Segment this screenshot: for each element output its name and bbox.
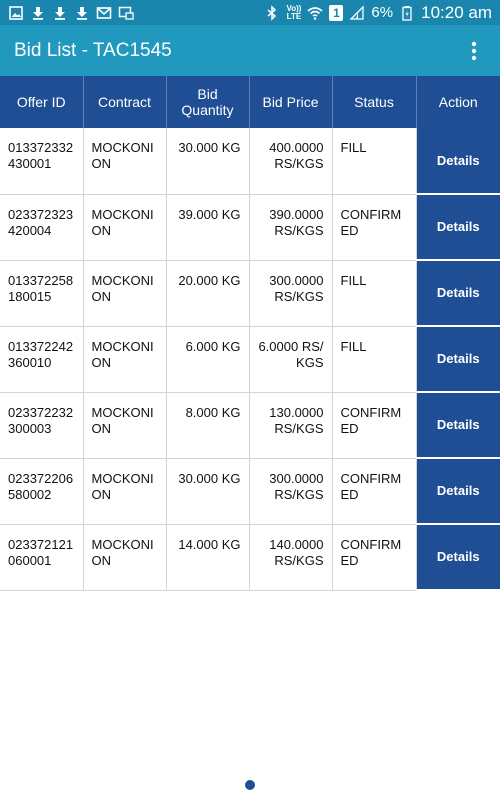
table-row (0, 326, 500, 392)
status-bar (0, 0, 500, 25)
quantity-cell: 8.000 KG (166, 392, 249, 458)
header-bid-quantity: Bid Quantity (166, 76, 249, 128)
table-header-row (0, 76, 500, 128)
battery-icon (399, 5, 415, 21)
quantity-cell: 30.000 KG (166, 128, 249, 194)
download-icon (74, 5, 90, 21)
contract-cell: MOCKONION (83, 128, 166, 194)
status-cell: FILL (332, 128, 416, 194)
offer-id-cell: 023372121060001 (0, 524, 83, 590)
action-cell (416, 458, 500, 524)
volte-top-label: Vo)) (286, 3, 302, 13)
quantity-cell: 20.000 KG (166, 260, 249, 326)
details-button[interactable]: Details (436, 351, 480, 366)
price-cell: 300.0000 RS/KGS (249, 458, 332, 524)
action-cell (416, 260, 500, 326)
action-cell (416, 392, 500, 458)
action-cell (416, 128, 500, 194)
price-cell: 140.0000 RS/KGS (249, 524, 332, 590)
price-cell: 390.0000 RS/KGS (249, 194, 332, 260)
status-cell: FILL (332, 326, 416, 392)
status-cell: FILL (332, 260, 416, 326)
header-status: Status (332, 76, 416, 128)
quantity-cell: 39.000 KG (166, 194, 249, 260)
page-indicator-dot (245, 780, 255, 790)
offer-id-cell: 023372323420004 (0, 194, 83, 260)
contract-cell: MOCKONION (83, 458, 166, 524)
bid-list-table (0, 76, 500, 591)
signal-icon (349, 5, 365, 21)
sim-icon: 1 (329, 5, 343, 21)
contract-cell: MOCKONION (83, 392, 166, 458)
header-contract: Contract (83, 76, 166, 128)
quantity-cell: 14.000 KG (166, 524, 249, 590)
status-cell: CONFIRMED (332, 524, 416, 590)
table-row (0, 260, 500, 326)
details-button[interactable]: Details (436, 483, 480, 498)
details-button[interactable]: Details (436, 219, 480, 234)
details-button[interactable]: Details (436, 285, 480, 300)
offer-id-cell: 013372332430001 (0, 128, 83, 194)
header-bid-price: Bid Price (249, 76, 332, 128)
details-button[interactable]: Details (436, 152, 480, 168)
clock: 10:20 am (421, 3, 492, 22)
quantity-cell: 6.000 KG (166, 326, 249, 392)
gmail-icon (96, 5, 112, 21)
download-icon (52, 5, 68, 21)
price-cell: 300.0000 RS/KGS (249, 260, 332, 326)
table-row (0, 524, 500, 590)
battery-percent: 6% (371, 4, 394, 21)
contract-cell: MOCKONION (83, 194, 166, 260)
bluetooth-icon (264, 5, 280, 21)
image-icon (8, 5, 24, 21)
details-button[interactable]: Details (436, 549, 480, 564)
status-cell: CONFIRMED (332, 392, 416, 458)
action-cell (416, 326, 500, 392)
offer-id-cell: 023372232300003 (0, 392, 83, 458)
status-cell: CONFIRMED (332, 194, 416, 260)
page-title: Bid List - TAC1545 (14, 39, 172, 61)
notification-icons (8, 5, 134, 21)
overflow-menu-button[interactable] (462, 36, 486, 66)
details-button[interactable]: Details (436, 417, 480, 432)
price-cell: 130.0000 RS/KGS (249, 392, 332, 458)
action-cell (416, 524, 500, 590)
offer-id-cell: 013372242360010 (0, 326, 83, 392)
status-cell: CONFIRMED (332, 458, 416, 524)
header-action: Action (416, 76, 500, 128)
contract-cell: MOCKONION (83, 524, 166, 590)
action-cell (416, 194, 500, 260)
volte-icon (286, 5, 301, 21)
price-cell: 6.0000 RS/KGS (249, 326, 332, 392)
wifi-icon (307, 5, 323, 21)
offer-id-cell: 023372206580002 (0, 458, 83, 524)
volte-bottom-label: LTE (286, 11, 302, 21)
contract-cell: MOCKONION (83, 326, 166, 392)
price-cell: 400.0000 RS/KGS (249, 128, 332, 194)
table-row (0, 392, 500, 458)
download-icon (30, 5, 46, 21)
app-bar (0, 25, 500, 76)
table-row (0, 194, 500, 260)
offer-id-cell: 013372258180015 (0, 260, 83, 326)
table-row (0, 128, 500, 194)
overflow-menu-icon (471, 41, 477, 61)
contract-cell: MOCKONION (83, 260, 166, 326)
system-icons (264, 4, 492, 21)
header-offer-id: Offer ID (0, 76, 83, 128)
screenshot-icon (118, 5, 134, 21)
quantity-cell: 30.000 KG (166, 458, 249, 524)
table-row (0, 458, 500, 524)
